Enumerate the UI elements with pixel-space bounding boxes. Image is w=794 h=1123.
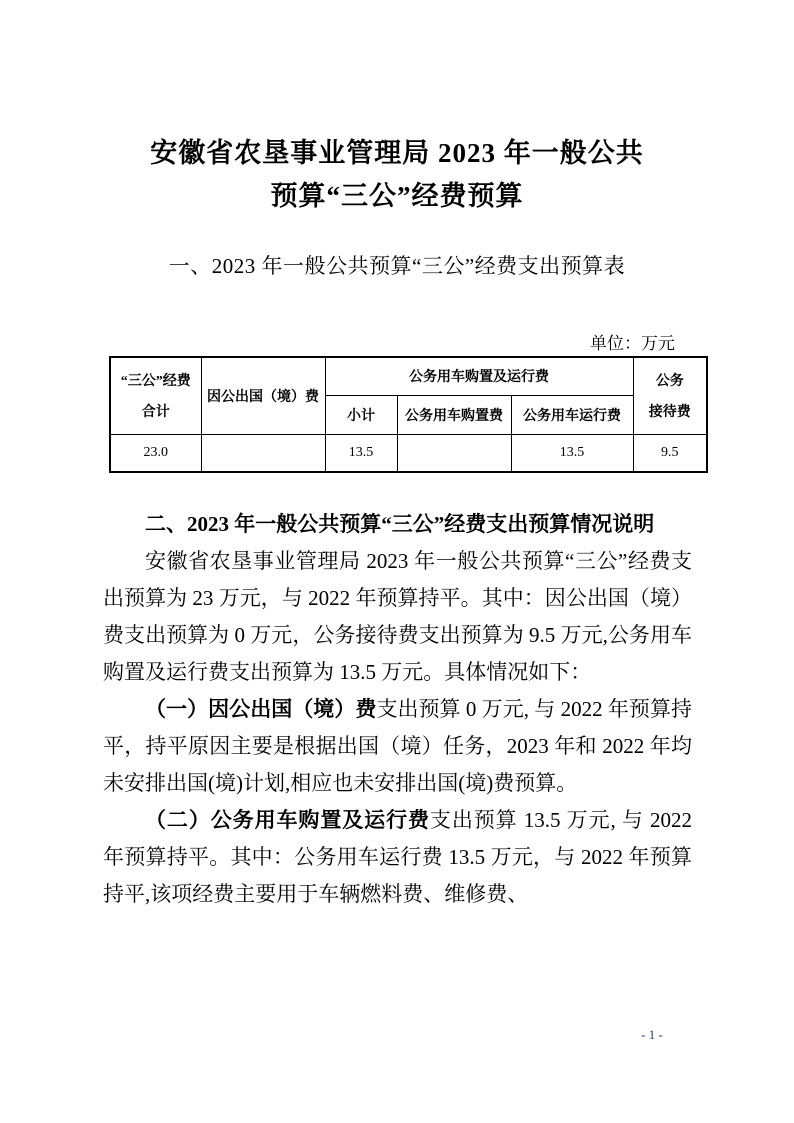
header-reception-line2: 接待费	[648, 405, 691, 421]
table-row	[110, 434, 707, 472]
header-reception-line1: 公务	[655, 374, 684, 390]
value-vehicle-subtotal: 13.5	[325, 434, 397, 472]
value-reception: 9.5	[633, 434, 707, 472]
value-sangong-total: 23.0	[110, 434, 201, 472]
header-vehicle-purchase: 公务用车购置费	[397, 395, 511, 434]
document-title-line1: 安徽省农垦事业管理局 2023 年一般公共	[150, 138, 644, 168]
document-title	[0, 132, 794, 218]
document-title-line2: 预算“三公”经费预算	[270, 181, 524, 211]
value-vehicle-purchase	[397, 434, 511, 472]
item2-lead: （二）公务用车购置及运行费	[145, 808, 430, 832]
header-sangong-total	[110, 357, 201, 434]
header-sangong-total-line1: “三公”经费	[120, 374, 191, 390]
body-text	[103, 506, 692, 913]
item1-body: 支出预算 0 万元, 与 2022 年预算持平，持平原因主要是根据出国（境）任务，2023 年和 2022 年均未安排出国(境)计划,相应也未安排出国(境)费预算。	[103, 697, 693, 795]
header-abroad-fee: 因公出国（境）费	[201, 357, 325, 434]
section2-heading: 二、2023 年一般公共预算“三公”经费支出预算情况说明	[145, 512, 655, 536]
value-vehicle-operation: 13.5	[511, 434, 633, 472]
item1-lead: （一）因公出国（境）费	[145, 697, 377, 721]
section1-heading: 一、2023 年一般公共预算“三公”经费支出预算表	[168, 254, 626, 278]
item2-paragraph	[103, 802, 692, 913]
page-number: - 1 -	[641, 1027, 663, 1042]
table-unit-label: 单位：万元	[590, 334, 675, 353]
item2-body: 支出预算 13.5 万元, 与 2022 年预算持平。其中：公务用车运行费 13.5 万元，与 2022 年预算持平,该项经费主要用于车辆燃料费、维修费、	[103, 808, 693, 906]
header-vehicle-operation: 公务用车运行费	[511, 395, 633, 434]
intro-paragraph: 安徽省农垦事业管理局 2023 年一般公共预算“三公”经费支出预算为 23 万元，与 2022 年预算持平。其中：因公出国（境）费支出预算为 0 万元，公务接待费支出预算为 9.5 万元,公务用车购置及运行费支出预算为 13.5 万元。具体情况如下：	[103, 549, 692, 684]
value-abroad	[201, 434, 325, 472]
header-vehicle-subtotal: 小计	[325, 395, 397, 434]
header-reception-fee	[633, 357, 707, 434]
header-vehicle-group: 公务用车购置及运行费	[325, 357, 633, 395]
item1-paragraph	[103, 691, 692, 802]
header-sangong-total-line2: 合计	[141, 405, 170, 421]
sangong-budget-table	[109, 356, 708, 473]
